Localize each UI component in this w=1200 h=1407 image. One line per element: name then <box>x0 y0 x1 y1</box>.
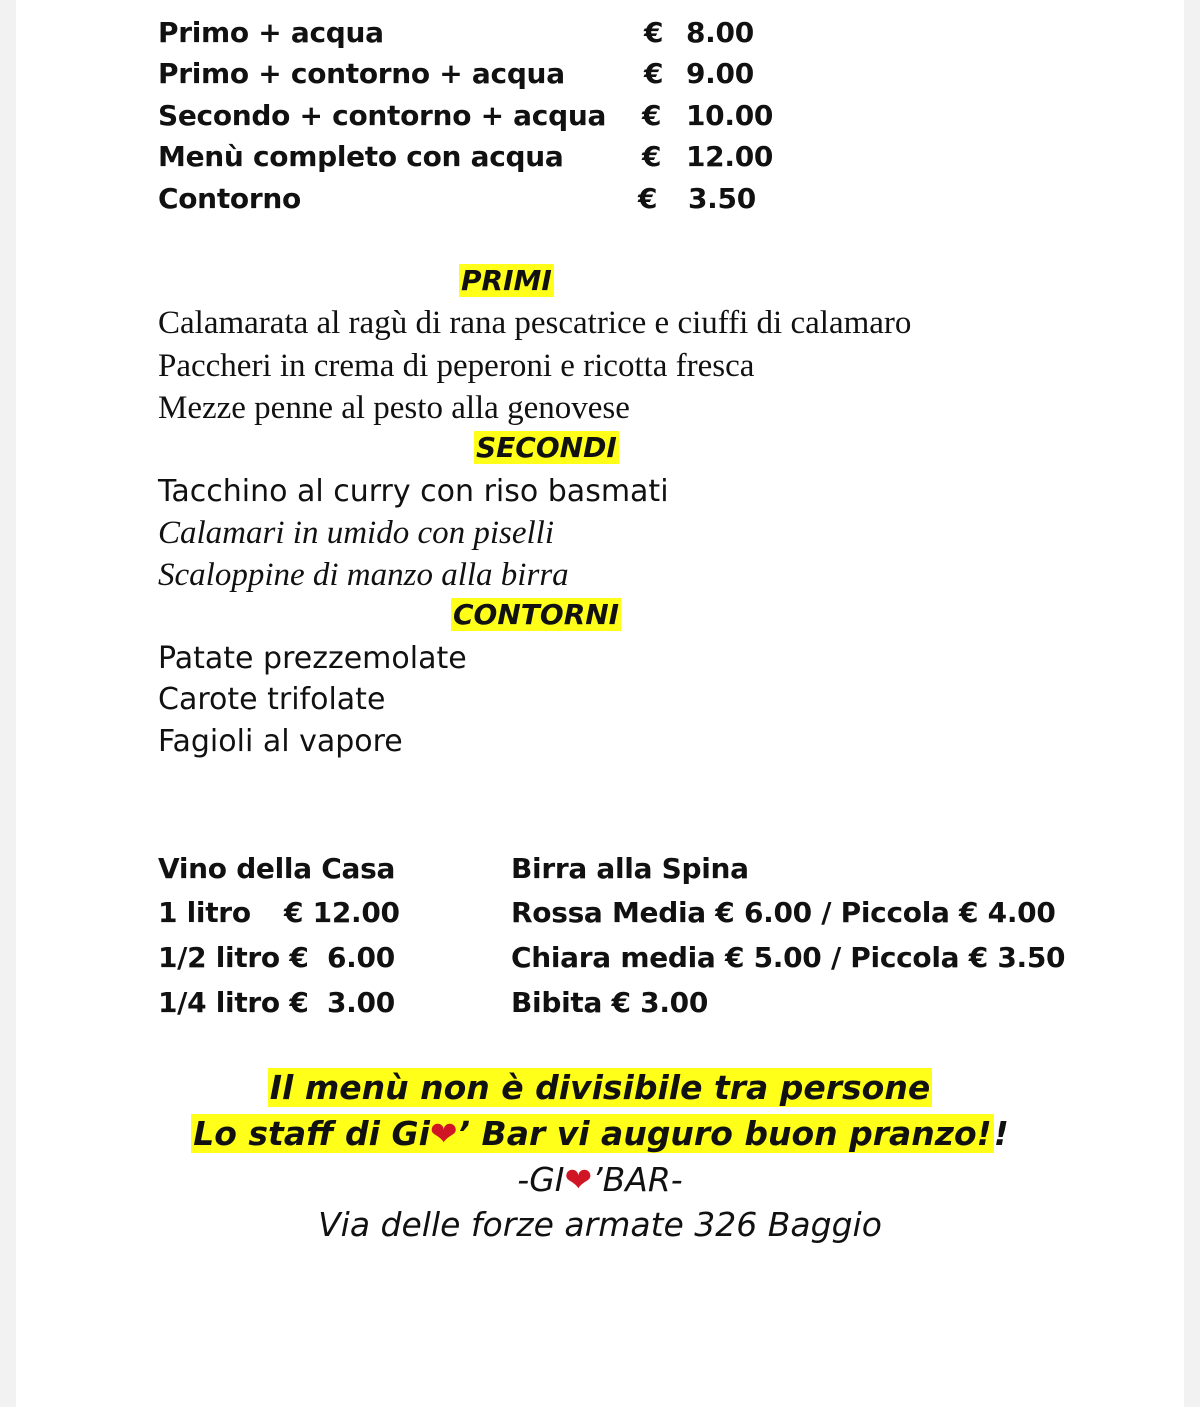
combo-price: 8.00 <box>686 16 754 49</box>
wine-price: 6.00 <box>327 941 395 974</box>
combo-price: 3.50 <box>688 182 756 215</box>
greeting-part: ’ Bar vi auguro buon pranzo! <box>457 1114 992 1153</box>
brand-part: ’BAR- <box>592 1160 683 1199</box>
dish-item: Paccheri in crema di peperoni e ricotta fresca <box>158 348 755 384</box>
wine-size: 1/2 litro € <box>158 941 309 974</box>
heading-text: CONTORNI <box>453 598 620 631</box>
dish-item: Tacchino al curry con riso basmati <box>158 474 669 509</box>
beer-title: Birra alla Spina <box>511 852 749 885</box>
heart-icon: ❤ <box>429 1114 458 1153</box>
dish-item: Mezze penne al pesto alla genovese <box>158 390 630 426</box>
dish-item: Fagioli al vapore <box>158 724 403 759</box>
combo-currency: € <box>642 99 662 132</box>
beer-row: Rossa Media € 6.00 / Piccola € 4.00 <box>511 896 1056 929</box>
heart-icon: ❤ <box>564 1160 593 1199</box>
section-heading-secondi <box>474 431 619 464</box>
combo-price: 9.00 <box>686 57 754 90</box>
wine-price: 3.00 <box>327 986 395 1019</box>
dish-item: Scaloppine di manzo alla birra <box>158 557 569 593</box>
dish-item: Carote trifolate <box>158 682 386 717</box>
footer-notice <box>0 1068 1200 1107</box>
greeting-part: Lo staff di Gi <box>193 1114 430 1153</box>
greeting-text <box>191 1114 994 1153</box>
combo-label: Primo + acqua <box>158 16 384 49</box>
combo-price: 12.00 <box>686 140 774 173</box>
dish-item: Calamarata al ragù di rana pescatrice e ciuffi di calamaro <box>158 305 912 341</box>
combo-label: Menù completo con acqua <box>158 140 564 173</box>
notice-text: Il menù non è divisibile tra persone <box>269 1068 931 1107</box>
combo-currency: € <box>644 16 664 49</box>
combo-currency: € <box>642 140 662 173</box>
combo-label: Secondo + contorno + acqua <box>158 99 607 132</box>
combo-currency: € <box>638 182 658 215</box>
dish-item: Calamari in umido con piselli <box>158 515 554 551</box>
wine-size: 1/4 litro € <box>158 986 309 1019</box>
footer-brand <box>0 1160 1200 1199</box>
dish-item: Patate prezzemolate <box>158 641 467 676</box>
combo-label: Primo + contorno + acqua <box>158 57 565 90</box>
heading-text: PRIMI <box>461 264 552 297</box>
section-heading-primi <box>459 264 554 297</box>
brand-part: -GI <box>517 1160 565 1199</box>
combo-price: 10.00 <box>686 99 774 132</box>
beer-row: Chiara media € 5.00 / Piccola € 3.50 <box>511 941 1066 974</box>
combo-label: Contorno <box>158 182 301 215</box>
wine-title: Vino della Casa <box>158 852 396 885</box>
section-heading-contorni <box>451 598 621 631</box>
footer-address: Via delle forze armate 326 Baggio <box>318 1205 882 1244</box>
wine-size: 1 litro <box>158 896 251 929</box>
greeting-exclaim: ! <box>993 1114 1009 1153</box>
wine-price: € 12.00 <box>284 896 400 929</box>
footer-greeting <box>0 1114 1200 1153</box>
heading-text: SECONDI <box>476 431 617 464</box>
combo-currency: € <box>644 57 664 90</box>
beer-row: Bibita € 3.00 <box>511 986 709 1019</box>
